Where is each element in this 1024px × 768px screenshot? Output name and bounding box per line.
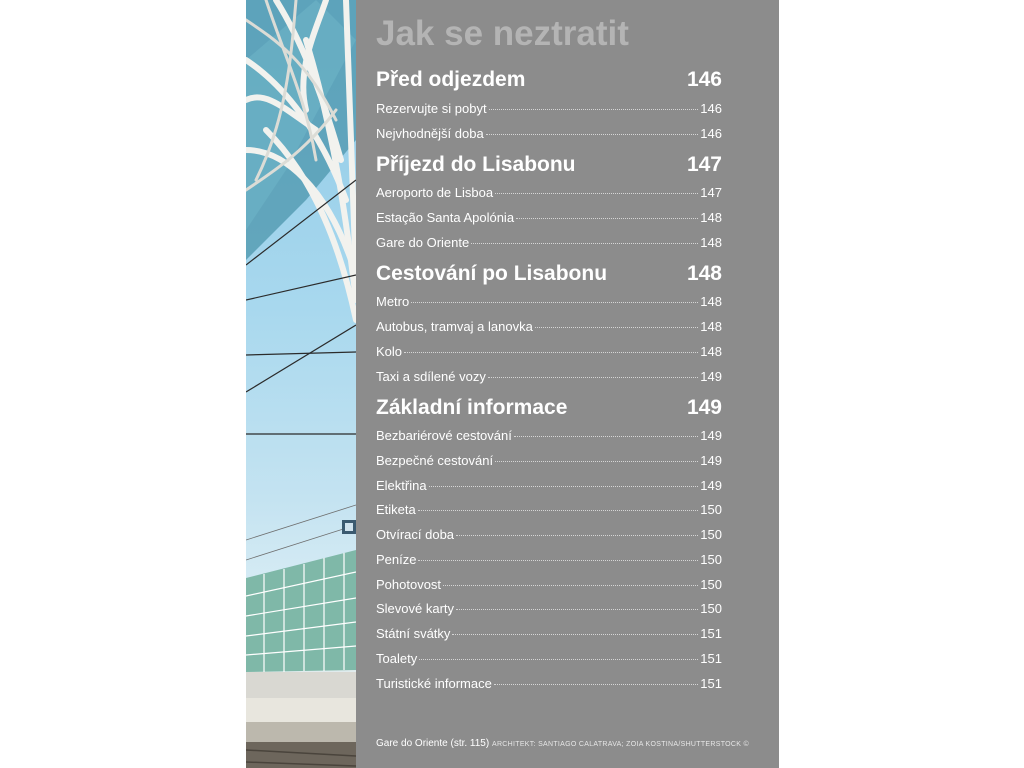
dot-leader [514,436,698,437]
toc-entry-page: 149 [700,369,722,384]
dot-leader [495,461,698,462]
toc-title: Jak se neztratit [376,14,629,53]
toc-entry-page: 149 [700,478,722,493]
toc-entry[interactable] [376,126,722,141]
toc-entry[interactable] [376,210,722,225]
dot-leader [488,377,698,378]
section-heading-label: Základní informace [376,396,568,419]
dot-leader [429,486,699,487]
toc-entry-label: Estação Santa Apolónia [376,210,515,225]
caption-text: Gare do Oriente (str. 115) [376,738,490,749]
toc-entry-page: 151 [700,626,722,641]
toc-entry-label: Pohotovost [376,577,442,592]
dot-leader [494,684,698,685]
toc-entry[interactable] [376,101,722,116]
dot-leader [489,109,699,110]
toc-entry-label: Bezbariérové cestování [376,428,512,443]
section-heading-getting-around[interactable] [376,262,722,286]
toc-entry[interactable] [376,552,722,567]
dot-leader [456,535,698,536]
dot-leader [419,659,698,660]
toc-entry[interactable] [376,527,722,542]
toc-entry-label: Autobus, tramvaj a lanovka [376,319,533,334]
section-heading-page: 146 [686,68,722,91]
toc-entry-label: Státní svátky [376,626,451,641]
toc-entry[interactable] [376,369,722,384]
toc-entry-page: 146 [700,101,722,116]
station-roof-illustration [246,0,356,768]
photo-caption [376,738,749,749]
table-of-contents [356,0,779,768]
toc-entry-label: Slevové karty [376,601,455,616]
toc-entry[interactable] [376,453,722,468]
toc-entry-page: 150 [700,601,722,616]
photo-credit: ARCHITEKT: SANTIAGO CALATRAVA; ZOIA KOSTINA/SHUTTERSTOCK © [491,741,749,748]
toc-entry[interactable] [376,235,722,250]
section-heading-label: Před odjezdem [376,68,526,91]
toc-entry-label: Otvírací doba [376,527,455,542]
dot-leader [404,352,698,353]
toc-entry-label: Aeroporto de Lisboa [376,185,494,200]
toc-entry-page: 148 [700,344,722,359]
guidebook-page [246,0,779,768]
toc-entry[interactable] [376,502,722,517]
dot-leader [418,510,699,511]
section-heading-label: Příjezd do Lisabonu [376,153,576,176]
toc-entry-page: 148 [700,235,722,250]
toc-entry-page: 147 [700,185,722,200]
toc-entry-label: Rezervujte si pobyt [376,101,487,116]
dot-leader [535,327,698,328]
toc-entry-page: 149 [700,453,722,468]
section-heading-label: Cestování po Lisabonu [376,262,608,285]
toc-entry-label: Elektřina [376,478,427,493]
toc-entry-label: Bezpečné cestování [376,453,494,468]
toc-entry-page: 150 [700,577,722,592]
toc-entry-page: 150 [700,552,722,567]
dot-leader [452,634,698,635]
toc-entry-label: Nejvhodnější doba [376,126,484,141]
toc-entry-label: Etiketa [376,502,416,517]
toc-entry-page: 151 [700,651,722,666]
toc-entry[interactable] [376,577,722,592]
toc-entry-label: Turistické informace [376,676,492,691]
toc-entry[interactable] [376,626,722,641]
toc-entry-page: 148 [700,319,722,334]
toc-entry[interactable] [376,676,722,691]
section-heading-before-departure[interactable] [376,68,722,92]
toc-entry-label: Gare do Oriente [376,235,470,250]
dot-leader [411,302,698,303]
toc-entry[interactable] [376,185,722,200]
toc-entry-page: 148 [700,294,722,309]
toc-entry[interactable] [376,294,722,309]
toc-entry-label: Taxi a sdílené vozy [376,369,486,384]
toc-entry-page: 150 [700,502,722,517]
toc-entry[interactable] [376,344,722,359]
toc-entry-page: 150 [700,527,722,542]
section-heading-arrival[interactable] [376,153,722,177]
toc-entry-label: Toalety [376,651,418,666]
dot-leader [456,609,698,610]
toc-entry-page: 151 [700,676,722,691]
section-heading-page: 147 [686,153,722,176]
dot-leader [471,243,698,244]
station-photo [246,0,356,768]
dot-leader [486,134,699,135]
dot-leader [516,218,698,219]
dot-leader [443,585,698,586]
section-heading-basic-info[interactable] [376,396,722,420]
toc-entry[interactable] [376,319,722,334]
toc-entry-page: 146 [700,126,722,141]
dot-leader [418,560,698,561]
dot-leader [495,193,698,194]
section-heading-page: 148 [686,262,722,285]
toc-entry[interactable] [376,478,722,493]
toc-entry[interactable] [376,601,722,616]
section-heading-page: 149 [686,396,722,419]
toc-entry-page: 149 [700,428,722,443]
toc-entry-label: Kolo [376,344,403,359]
toc-entry[interactable] [376,428,722,443]
toc-entry-page: 148 [700,210,722,225]
toc-entry-label: Peníze [376,552,417,567]
toc-entry-label: Metro [376,294,410,309]
toc-entry[interactable] [376,651,722,666]
